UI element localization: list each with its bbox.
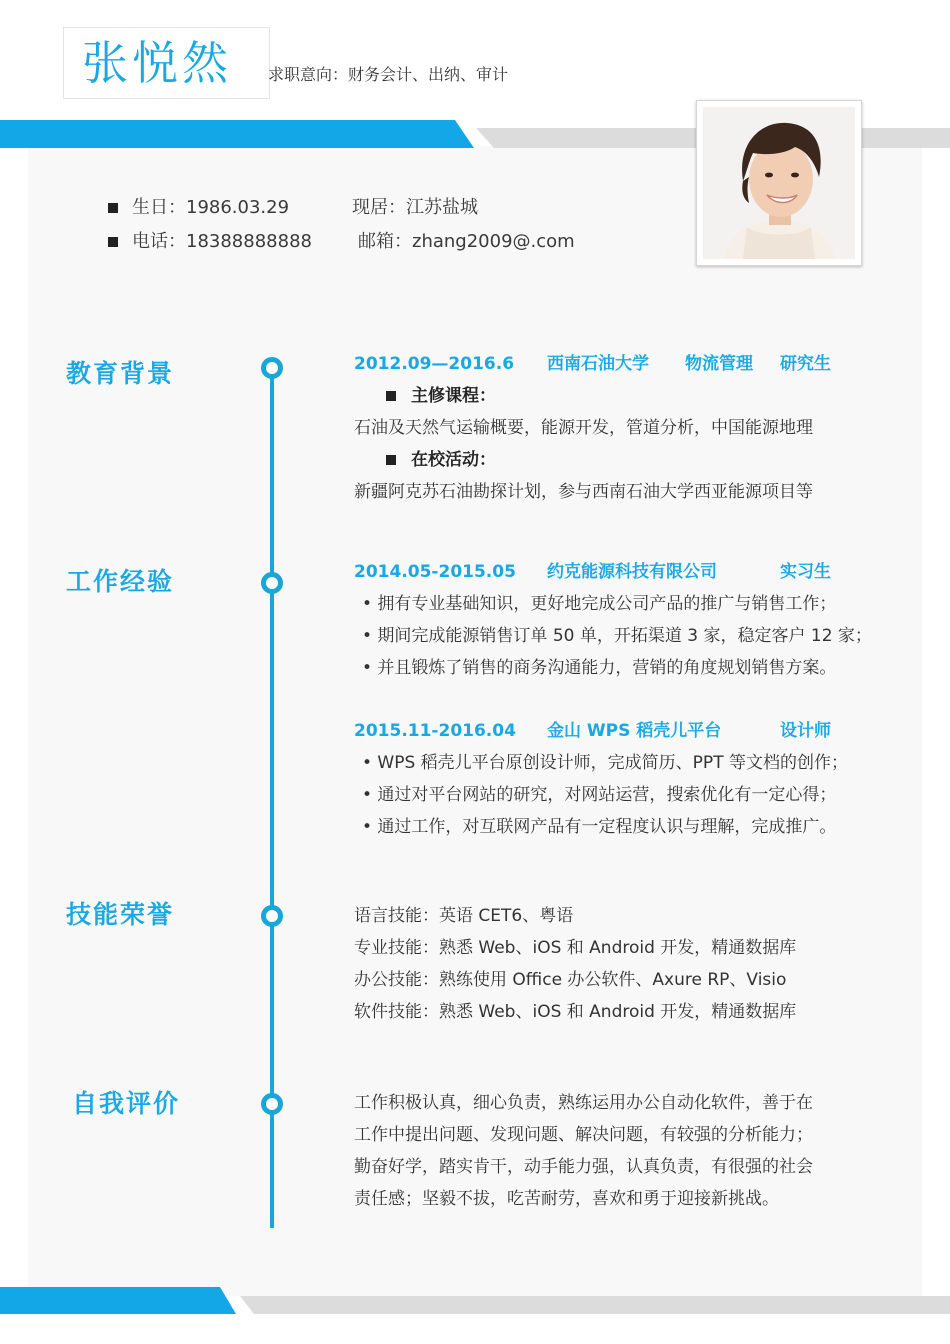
skill-line: 软件技能：熟悉 Web、iOS 和 Android 开发，精通数据库 xyxy=(354,1002,797,1022)
info-birthday: 生日：1986.03.29 xyxy=(132,197,290,218)
job-bullet: • 期间完成能源销售订单 50 单，开拓渠道 3 家，稳定客户 12 家； xyxy=(362,626,872,646)
bullet-square xyxy=(108,203,118,213)
job-period: 2015.11-2016.04 xyxy=(354,721,516,741)
footer-grey-stripe xyxy=(240,1296,950,1314)
job-intent: 求职意向：财务会计、出纳、审计 xyxy=(268,65,509,84)
self-line: 勤奋好学，踏实肯干，动手能力强，认真负责，有很强的社会 xyxy=(354,1157,813,1177)
education-major: 物流管理 xyxy=(685,354,753,374)
skill-line: 语言技能：英语 CET6、粤语 xyxy=(354,906,574,926)
timeline-node-work xyxy=(261,572,283,594)
job-company: 约克能源科技有限公司 xyxy=(547,562,717,582)
info-phone: 电话：18388888888 xyxy=(132,231,312,252)
bullet-square xyxy=(386,391,396,401)
section-title-skills: 技能荣誉 xyxy=(66,900,175,929)
self-line: 工作积极认真，细心负责，熟练运用办公自动化软件，善于在 xyxy=(354,1093,813,1113)
skill-line: 办公技能：熟练使用 Office 办公软件、Axure RP、Visio xyxy=(354,970,787,990)
info-email: 邮箱：zhang2009@.com xyxy=(358,231,575,252)
job-bullet: • 并且锻炼了销售的商务沟通能力，营销的角度规划销售方案。 xyxy=(362,658,837,678)
self-line: 工作中提出问题、发现问题、解决问题，有较强的分析能力； xyxy=(354,1125,813,1145)
activities-text: 新疆阿克苏石油勘探计划，参与西南石油大学西亚能源项目等 xyxy=(354,482,813,502)
activities-label: 在校活动： xyxy=(411,450,496,470)
courses-text: 石油及天然气运输概要，能源开发，管道分析，中国能源地理 xyxy=(354,418,813,438)
timeline-node-self xyxy=(261,1093,283,1115)
self-line: 责任感；坚毅不拔，吃苦耐劳，喜欢和勇于迎接新挑战。 xyxy=(354,1189,779,1209)
job-bullet: • 通过对平台网站的研究，对网站运营，搜索优化有一定心得； xyxy=(362,785,837,805)
timeline-node-education xyxy=(261,357,283,379)
section-title-education: 教育背景 xyxy=(66,359,175,388)
courses-label: 主修课程： xyxy=(411,386,496,406)
photo-frame xyxy=(696,100,862,266)
job-period: 2014.05-2015.05 xyxy=(354,562,516,582)
skill-line: 专业技能：熟悉 Web、iOS 和 Android 开发，精通数据库 xyxy=(354,938,797,958)
info-residence: 现居：江苏盐城 xyxy=(352,197,478,218)
job-bullet: • WPS 稻壳儿平台原创设计师，完成简历、PPT 等文档的创作； xyxy=(362,753,848,773)
job-bullet: • 通过工作，对互联网产品有一定程度认识与理解，完成推广。 xyxy=(362,817,837,837)
job-role: 实习生 xyxy=(780,562,831,582)
job-company: 金山 WPS 稻壳儿平台 xyxy=(547,721,722,741)
education-degree: 研究生 xyxy=(780,354,831,374)
header-blue-stripe xyxy=(0,120,474,148)
bullet-square xyxy=(386,455,396,465)
job-bullet: • 拥有专业基础知识，更好地完成公司产品的推广与销售工作； xyxy=(362,594,837,614)
section-title-self: 自我评价 xyxy=(72,1089,181,1118)
candidate-name: 张悦然 xyxy=(82,36,232,90)
portrait-photo xyxy=(703,107,855,259)
section-title-work: 工作经验 xyxy=(66,567,175,596)
job-role: 设计师 xyxy=(780,721,831,741)
timeline-node-skills xyxy=(261,905,283,927)
education-period: 2012.09—2016.6 xyxy=(354,354,515,374)
bullet-square xyxy=(108,237,118,247)
education-school: 西南石油大学 xyxy=(547,354,649,374)
footer-blue-stripe xyxy=(0,1287,236,1314)
